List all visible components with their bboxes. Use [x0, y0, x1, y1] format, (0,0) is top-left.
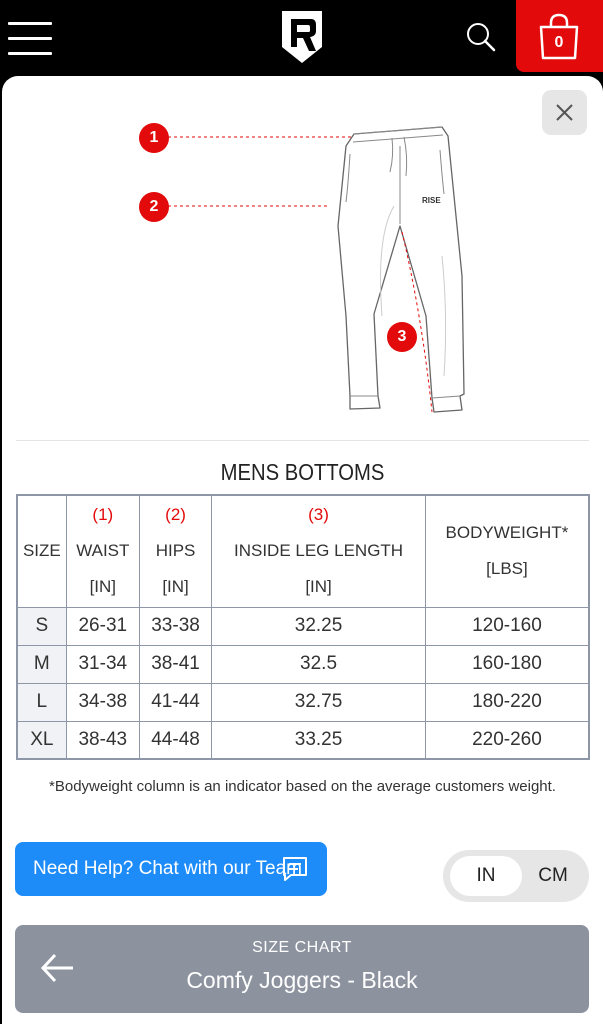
size-cell: S — [17, 607, 66, 645]
table-header-row — [17, 495, 589, 607]
size-cell: M — [17, 645, 66, 683]
size-chart-footer-bar — [15, 925, 589, 1013]
callout-marker-3: 3 — [387, 322, 417, 352]
size-chart-modal — [2, 76, 603, 1024]
table-row — [17, 645, 589, 683]
waist-cell: 34-38 — [66, 683, 139, 721]
search-icon[interactable] — [464, 20, 498, 54]
size-cell: L — [17, 683, 66, 721]
header-hips: (2) HIPS [IN] — [139, 495, 211, 607]
header-inside-leg: (3) INSIDE LEG LENGTH [IN] — [212, 495, 426, 607]
table-row — [17, 683, 589, 721]
table-row — [17, 607, 589, 645]
unit-option-in[interactable]: IN — [450, 856, 522, 896]
footer-subtitle: SIZE CHART — [252, 939, 352, 956]
inside-leg-cell: 32.75 — [212, 683, 426, 721]
bodyweight-cell: 120-160 — [425, 607, 589, 645]
chat-help-button[interactable] — [15, 842, 327, 896]
waist-cell: 26-31 — [66, 607, 139, 645]
hips-cell: 33-38 — [139, 607, 211, 645]
bodyweight-cell: 220-260 — [425, 721, 589, 759]
table-title: MENS BOTTOMS — [220, 459, 385, 485]
hips-cell: 44-48 — [139, 721, 211, 759]
callout-marker-2: 2 — [139, 192, 169, 222]
bodyweight-cell: 160-180 — [425, 645, 589, 683]
joggers-measurement-illustration — [2, 76, 603, 436]
product-name: Comfy Joggers - Black — [186, 967, 418, 993]
header-bodyweight: BODYWEIGHT* [LBS] — [425, 495, 589, 607]
chat-bubble-icon — [281, 855, 309, 883]
inside-leg-cell: 32.25 — [212, 607, 426, 645]
rise-logo-icon[interactable] — [278, 9, 326, 65]
header-size: SIZE — [17, 495, 66, 607]
waist-cell: 31-34 — [66, 645, 139, 683]
inside-leg-cell: 33.25 — [212, 721, 426, 759]
unit-toggle — [443, 850, 589, 902]
inside-leg-cell: 32.5 — [212, 645, 426, 683]
bodyweight-cell: 180-220 — [425, 683, 589, 721]
chat-help-label: Need Help? Chat with our Team — [33, 858, 302, 879]
divider — [16, 440, 589, 441]
table-row — [17, 721, 589, 759]
size-cell: XL — [17, 721, 66, 759]
cart-count-badge: 0 — [554, 34, 564, 51]
callout-marker-1: 1 — [139, 123, 169, 153]
top-navigation-bar — [0, 0, 603, 74]
hamburger-menu-icon[interactable] — [8, 20, 52, 56]
cart-button[interactable] — [516, 0, 603, 72]
unit-option-cm[interactable]: CM — [538, 865, 568, 886]
brand-tag: RISE — [422, 196, 441, 205]
size-table — [16, 494, 590, 760]
hips-cell: 41-44 — [139, 683, 211, 721]
hips-cell: 38-41 — [139, 645, 211, 683]
waist-cell: 38-43 — [66, 721, 139, 759]
header-waist: (1) WAIST [IN] — [66, 495, 139, 607]
bodyweight-footnote: *Bodyweight column is an indicator based on the average customers weight. — [49, 778, 556, 795]
